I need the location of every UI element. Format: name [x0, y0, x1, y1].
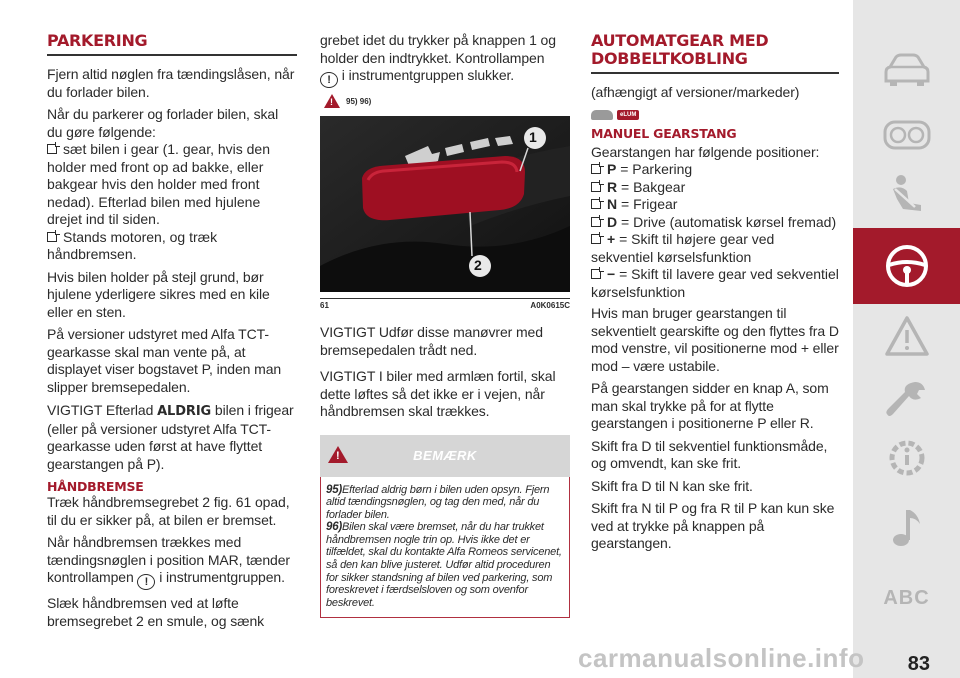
brake-warning-lamp-icon: ! [320, 72, 338, 88]
column-1 [47, 28, 297, 635]
bullet-item: sæt bilen i gear (1. gear, hvis den holder med front op ad bakke, eller bakgear hvis den holder med front nedad). Efterlad bilen med hjulene drejet ind til siden. [47, 141, 271, 227]
gear-letter: N [607, 196, 618, 212]
section-title-automatgear: AUTOMATGEAR MED DOBBELTKOBLING [591, 31, 769, 68]
warning-triangle-icon: ! [324, 94, 340, 108]
paragraph: Hvis bilen holder på stejl grund, bør hjulene yderligere sikres med en kile eller en sten. [47, 268, 270, 320]
paragraph: Hvis man bruger gearstangen til sekventielt gearskifte og den flyttes fra D mod venstre, vil positionerne mod + eller mod – være ustabile. [591, 305, 839, 374]
gear-position-item [591, 161, 839, 179]
paragraph: På versioner udstyret med Alfa TCT-gearkasse skal man vente på, at displayet viser bogstavet P, inden man slipper bremsepedalen. [47, 326, 282, 395]
callout-1: 1 [529, 129, 537, 145]
music-note-icon[interactable] [853, 490, 960, 566]
checkbox-bullet-icon [591, 199, 601, 209]
gear-position-item [591, 214, 839, 232]
gear-description: = Skift til højere gear ved sekventiel kørselsfunktion [591, 231, 775, 265]
chapter-sidebar [853, 0, 960, 678]
paragraph: Træk håndbremsegrebet 2 fig. 61 opad, til du er sikker på, at bilen er bremset. [47, 494, 290, 528]
subhead-manuel-gearstang: MANUEL GEARSTANG [591, 125, 737, 141]
section-title-parkering: PARKERING [47, 31, 148, 50]
checkbox-bullet-icon [591, 269, 601, 279]
checkbox-bullet-icon [591, 217, 601, 227]
paragraph: Skift fra D til N kan ske frit. [591, 477, 753, 494]
gear-position-item [591, 266, 839, 301]
paragraph: Når håndbremsen trækkes med tændingsnøglen i position MAR, tænder kontrollampen ! i instrumentgruppen. [47, 534, 290, 588]
note-label: BEMÆRK [413, 447, 477, 463]
title-rule [591, 72, 839, 74]
note-header [320, 435, 570, 477]
brake-warning-lamp-icon: ! [137, 574, 155, 590]
warning-references: ! 95) 96) [324, 94, 570, 108]
paragraph: grebet idet du trykker på knappen 1 og holder den indtrykket. Kontrollampen ! i instrumentgruppen slukker. [320, 32, 556, 86]
gear-letter: + [607, 231, 616, 247]
figure-rule [320, 298, 570, 299]
checkbox-bullet-icon [591, 164, 601, 174]
paragraph: (afhængigt af versioner/markeder) [591, 84, 800, 100]
gear-letter: P [607, 161, 617, 177]
gear-description: = Skift til lavere gear ved sekventiel kørselsfunktion [591, 266, 839, 300]
figure-code: A0K0615C [530, 301, 570, 310]
seatbelt-person-icon[interactable] [853, 157, 960, 233]
watermark: carmanualsonline.info [578, 643, 865, 673]
checkbox-bullet-icon [47, 232, 57, 242]
car-version-icon [591, 110, 613, 120]
note-body: 95)Efterlad aldrig børn i bilen uden opsyn. Fjern altid tændingsnøglen, og tag den med, når du forlader bilen. 96)Bilen skal være bremset, når du har trukket håndbremsen nogle trin op. Hvis ikke det er tilfældet, skal du kontakte Alfa Romeos servicenet, så den kan blive justeret. Udfør altid proceduren for sikker standsning af bilen ved parkering, som foreskrevet i færdselsloven og som ovenfor beskrevet. [320, 477, 570, 619]
version-icons [591, 110, 839, 120]
paragraph: VIGTIGT I biler med armlæn fortil, skal dette løftes så det ikke er i vejen, når håndbremsen skal trækkes. [320, 368, 556, 419]
gear-letter: R [607, 178, 618, 195]
page-number: 83 [907, 653, 930, 675]
steering-wheel-icon[interactable] [853, 228, 960, 304]
column-2 [320, 32, 570, 618]
paragraph: På gearstangen sidder en knap A, som man skal trykke på for at flytte gearstangen i positionerne P eller R. [591, 380, 829, 431]
warning-triangle-icon: ! [328, 446, 348, 463]
checkbox-bullet-icon [591, 182, 601, 192]
abc-index-tab[interactable]: ABC [883, 587, 930, 609]
gear-list [591, 161, 839, 301]
paragraph: Skift fra N til P og fra R til P kan kun ske ved at trykke på knappen på gearstangen. [591, 500, 835, 551]
column-3 [591, 28, 839, 558]
bullet-item: Stands motoren, og træk håndbremsen. [47, 228, 218, 262]
gear-letter: D [607, 213, 618, 230]
subhead-handbremse: HÅNDBREMSE [47, 479, 144, 494]
figure-caption [320, 301, 570, 310]
paragraph: VIGTIGT Udfør disse manøvrer med bremsepedalen trådt ned. [320, 324, 543, 358]
paragraph: Fjern altid nøglen fra tændingslåsen, når du forlader bilen. [47, 66, 295, 100]
paragraph: Skift fra D til sekventiel funktionsmåde, og omvendt, kan ske frit. [591, 437, 828, 471]
gear-description: = Parkering [616, 161, 693, 177]
gear-description: = Drive (automatisk kørsel fremad) [617, 213, 837, 230]
gear-info-icon[interactable] [853, 420, 960, 496]
callout-2: 2 [474, 257, 482, 273]
gear-position-item [591, 231, 839, 266]
handbrake-figure [320, 116, 570, 292]
checkbox-bullet-icon [591, 234, 601, 244]
gear-position-item [591, 179, 839, 197]
gear-description: = Bakgear [617, 178, 686, 195]
gear-letter: − [607, 266, 616, 282]
gear-position-item [591, 196, 839, 214]
note-box [320, 435, 570, 619]
paragraph: Slæk håndbremsen ved at løfte bremsegrebet 2 en smule, og sænk [47, 595, 265, 629]
gear-description: = Frigear [617, 196, 678, 212]
checkbox-bullet-icon [47, 144, 57, 154]
paragraph-vigtigt: VIGTIGT Efterlad ALDRIG bilen i frigear (eller på versioner udstyret Alfa TCT-gearkasse uden først at have flyttet gearstangen på P). [47, 402, 294, 472]
title-rule [47, 54, 297, 56]
paragraph: Gearstangen har følgende positioner: [591, 143, 820, 160]
version-badge: eLUM [617, 110, 639, 120]
figure-number: 61 [320, 301, 329, 310]
paragraph: Når du parkerer og forlader bilen, skal du gøre følgende: [47, 106, 279, 140]
